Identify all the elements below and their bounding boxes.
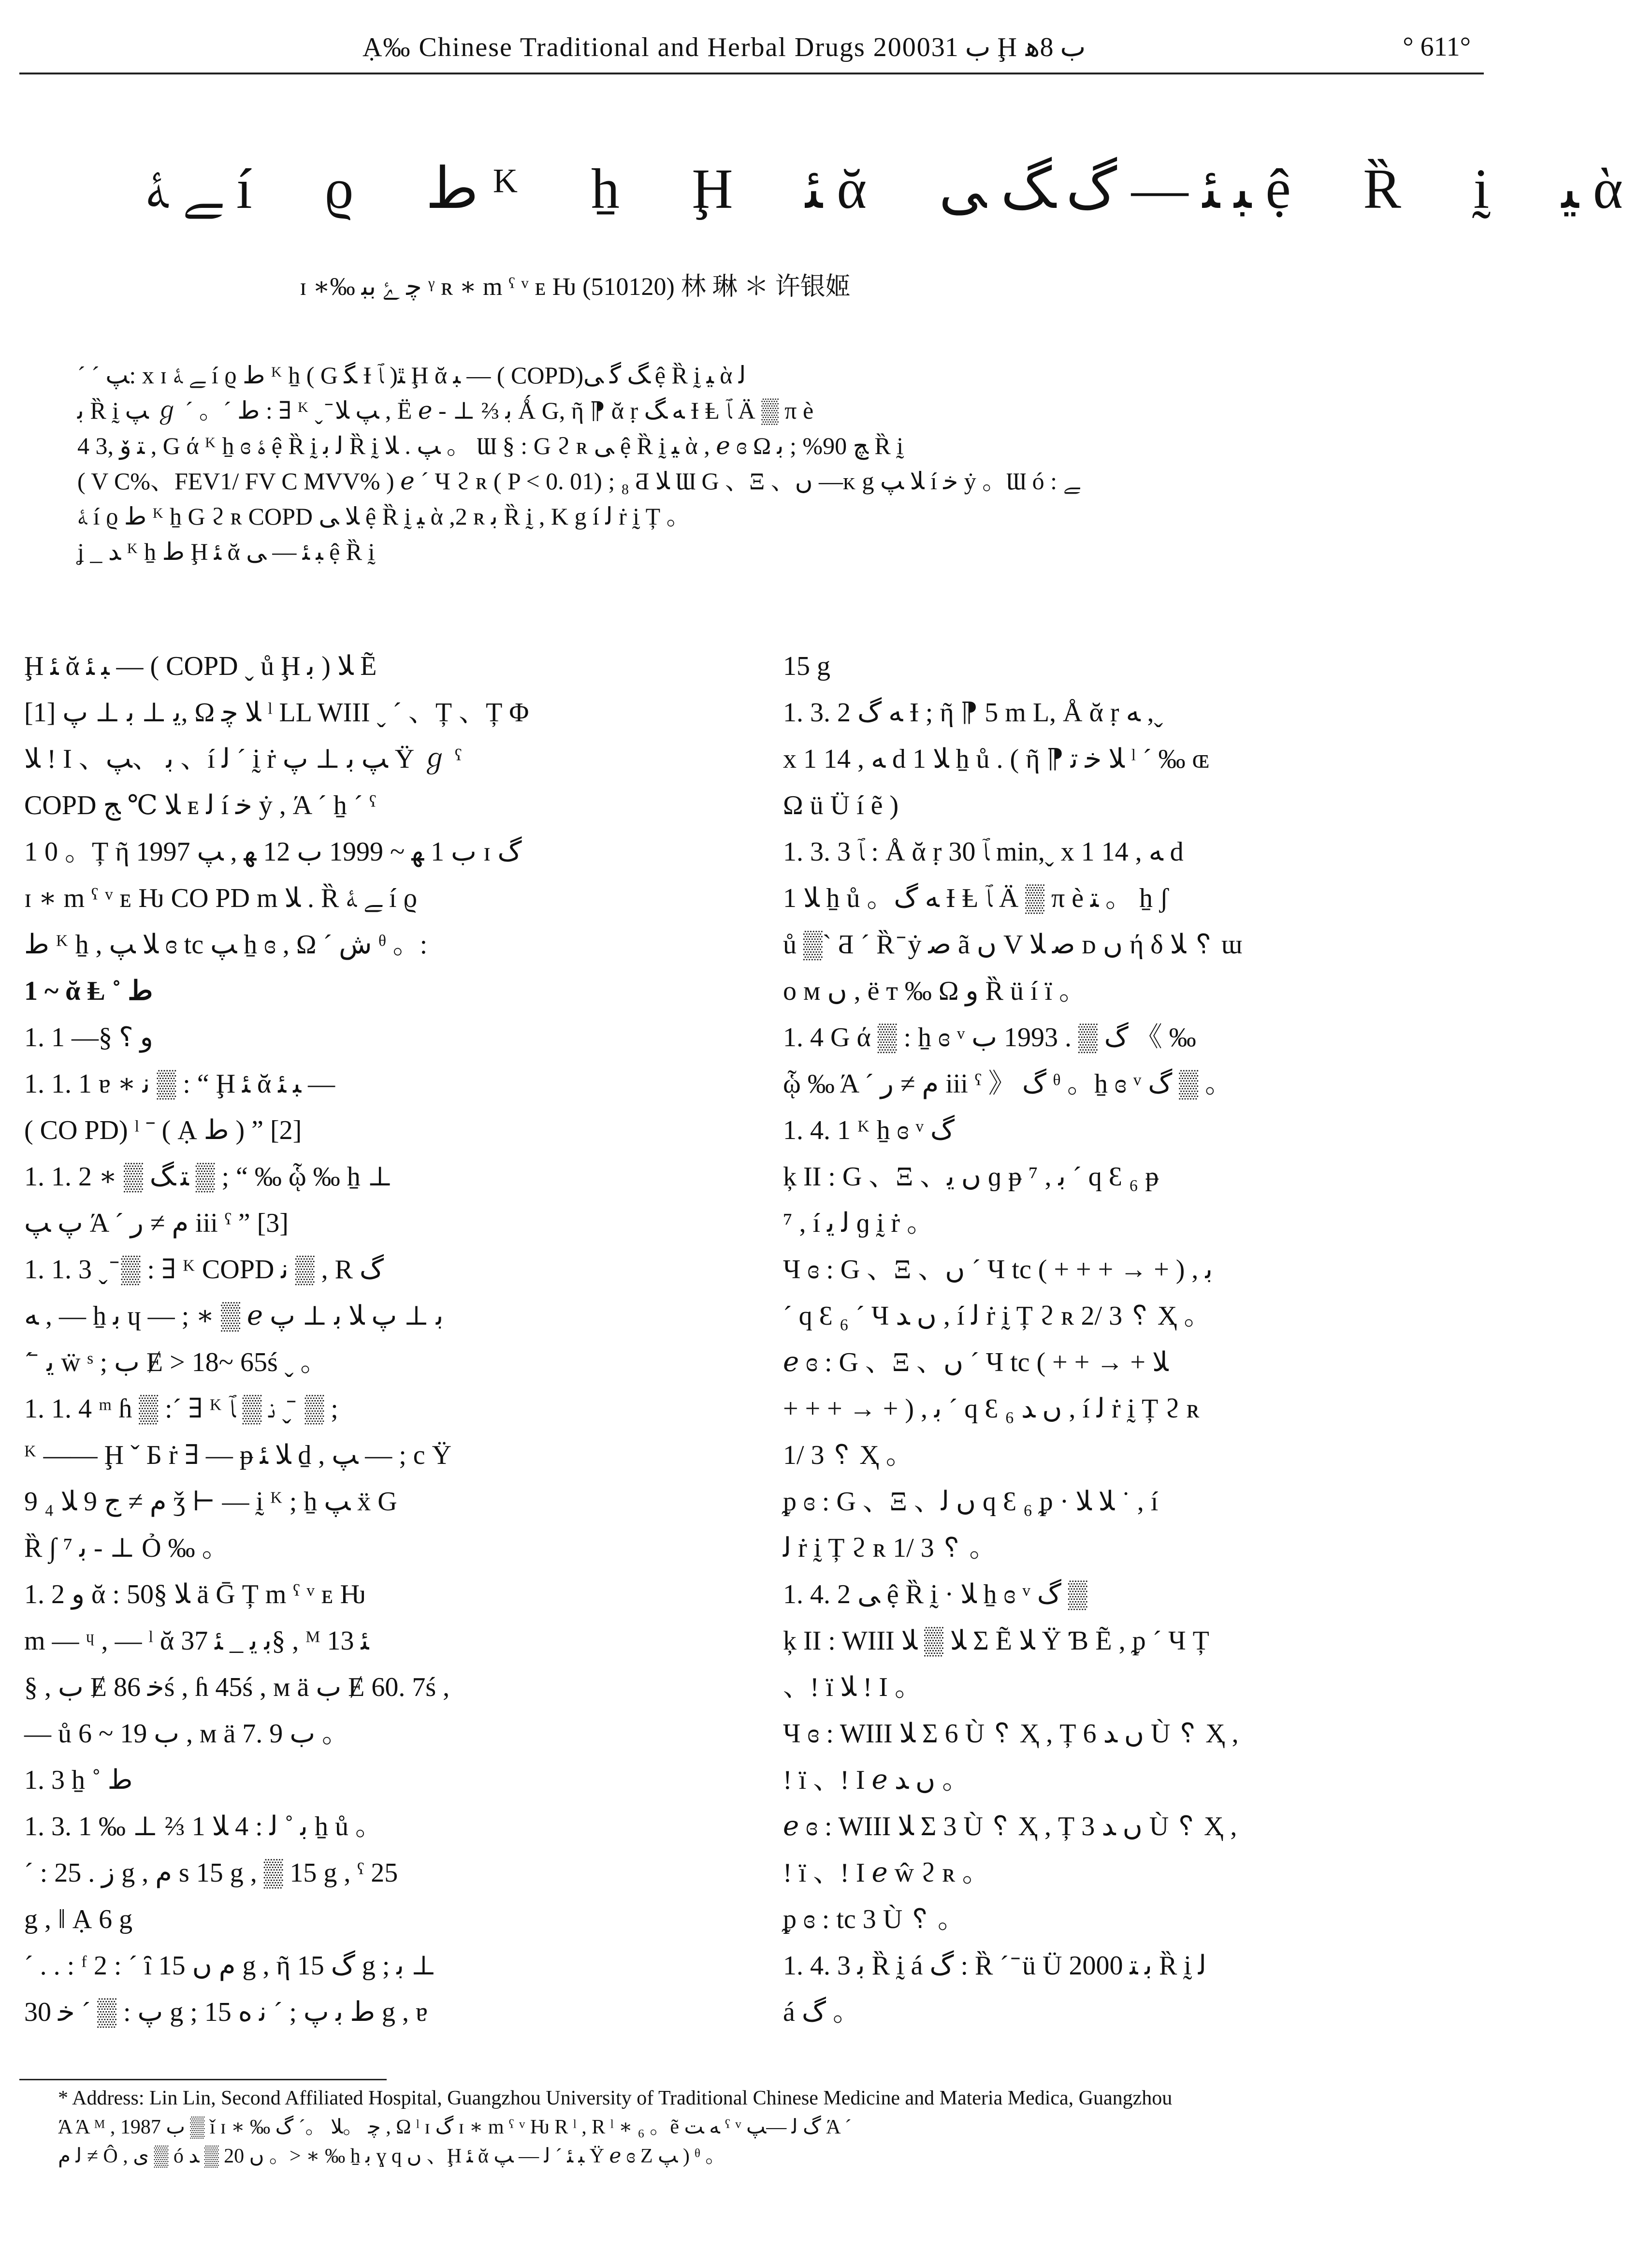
paragraph-line: 1. 3. 1 ‰ ⊥ ⅔ ﺑ ˚ ﻟ : 4 ﻼ 1 ẖ ů 。 — [24, 1812, 382, 1841]
abstract — [77, 358, 1431, 570]
paragraph-line: Ч ɞ : WIII ﻼ Σ 6 Ù ␦ Ҳ , Ț ﮞ ﺪ 6 Ù ␦ Ҳ , — [783, 1719, 1239, 1749]
paragraph-line: ɪ ∗ m ˁ ᵛ ᴇ Ƕ CO PD m ﻼ . Ȑ ﮯ ﮥ í ϱ — [24, 883, 418, 913]
paragraph-line: ℯ ɞ : WIII ﻼ Σ 3 Ù ␦ Ҳ , Ț ﮞ ﺪ 3 Ù ␦ Ҳ , — [783, 1812, 1237, 1841]
paragraph-line: ﻟ ṙ ḭ Ț ϩ ʀ 1/ 3 ␦ 。 — [783, 1533, 997, 1563]
paragraph-line: 1/ 3 ␦ Ҳ 。 — [783, 1440, 913, 1470]
paragraph-line: 1. 2 ﻭ ᾰ : 50§ ﻼ ä Ḡ Ț m ˁ ᵛ ᴇ Ƕ — [24, 1579, 366, 1609]
paragraph-line: ﭖ ﭗ Ά ˊ ﻡ ≠ ﺭ iii ˁ ” [3] — [24, 1208, 289, 1238]
body-column-left — [24, 643, 720, 2035]
subsection-heading: 1. 4. 2 ﯽ ệ Ȑ ḭ · ﻼ ẖ ɞ ᵛ ﮒ ▒ — [783, 1579, 1087, 1609]
paragraph-line: ﻼ ! I 、ﺑ 、ﭗ 、í ﻟ ˊ ḭ ṙ ﭗ ﺑ ⊥ ﭖ Ÿ ℊ ˁ — [24, 744, 462, 774]
footnote-rule — [19, 2079, 387, 2080]
paragraph-line: ﻪ , — ẖ ﺑ ɥ — ; ∗ ▒ ℯ ﺑ ⊥ ﭖ ﻼ ﺑ ⊥ ﭖ — [24, 1301, 444, 1331]
paragraph-line: 1. 1. 4 ᵐ ɦ ▒ :ˊ ∃ ᴷ ﻧ ▒ ﭑ ˬ ̄ ▒ ; — [24, 1394, 338, 1424]
paragraph-line: Ч ɞ : G 、Ξ 、ﮞ ˊ Ч tc ( + + + → + ) , ﺑ — [783, 1255, 1213, 1285]
paragraph-line: ﭖ : ▒ ˊ ﺧ 30 g ; ﻁ ﺑ ﭖ ; ˊ ﻧ ﻩ 15 g , ɐ — [24, 1997, 428, 2027]
paragraph-line: m — ᶣ , — ˡ ᾰ ﺑ ﻳ _ ﺌ 37§ , ᴹ ﺌ 13 — [24, 1626, 369, 1656]
paragraph-line: ˊ ̄ ﻳ ẅ ˢ ; ب Ɇ > 18~ 65ś ˬ 。 — [24, 1347, 328, 1377]
paragraph-line: ᵱ ɞ : tc 3 Ù ␦ 。 — [783, 1904, 965, 1934]
paragraph-line: ķ II : G 、Ξ 、ﮞ ﻳ ɡ ᵽ ⁷ , ﺑ ˊ q Ɛ ₆ ᵽ — [783, 1162, 1159, 1192]
paragraph-line: ᵱ ɞ : G 、Ξ 、ﮞ ﻟ q Ɛ ₆ ᵱ · ﻼ ﻼ ˙ , í — [783, 1487, 1159, 1517]
paragraph-line: 1 0 。Ț ῆ 1997 ب 1 ﻬ ~ 1999 ب 12 ﻬ , ﭗ ɪ ﮒ — [24, 837, 522, 867]
paragraph-line: ℯ ɞ : G 、Ξ 、ﮞ ˊ Ч tc ( + + → + ﻼ — [783, 1347, 1169, 1377]
paragraph-line: ! ï 、! I ℯ ﮞ ﺪ 。 — [783, 1765, 970, 1795]
section-heading: 1 ~ ᾰ Ⱡ ˚ ﻁ — [24, 976, 153, 1006]
paragraph-line: 1. 1. 2 ∗ ▒ ﺘ ﮓ ▒ ; “ ‰ ᾧ ‰ ẖ ⊥ — [24, 1162, 393, 1192]
paragraph-line: ( CO PD) ˡ ˉ ( Ạ ﻁ ) ” [2] — [24, 1115, 302, 1145]
author-line: ɪ ∗‰ ﭼ ﮰ ﺑﺒ ᵞ ʀ ∗ m ˁ ᵛ ᴇ Ƕ (510120) 林 琳 ＊ 许银姬 — [300, 273, 851, 301]
paragraph-line: á ﮒ 。 — [783, 1997, 860, 2027]
paragraph-line: g , ‖ Ạ 6 g — [24, 1904, 133, 1934]
paragraph-line: x 1 ﻪ , 14 d ﻼ 1 ẖ ů . ( ῆ ⁋ ﻼ ﺧ ﺗ ˡ ˊ ‰ ɶ — [783, 744, 1209, 774]
journal-citation: Ạ‰ Chinese Traditional and Herbal Drugs 2000ب 31 Ḩ ب 8ﮬ — [362, 32, 1086, 62]
paragraph-line: ﻼ 1 ẖ ů 。ﻪ ﮒ Ɨ Ⱡ ﭑ Ä ▒ π è ﺘ 。 ẖ ʃ — [783, 883, 1169, 913]
paragraph-line: ˊ . . : ᶠ 2 : ˊ ȋ ﻡ ﮞ 15 g , ῆ ﮒ 15 g ; ﺑ ⊥ — [24, 1951, 436, 1981]
paragraph-line: 1. 3. 3 ﭑ : Å ᾰ ṛ ﭑ 30 min,ˬ x 1 ﻪ , 14 d — [783, 837, 1184, 867]
subsection-heading: 1. 4. 1 ᴷ ẖ ɞ ᵛ ﮒ — [783, 1115, 955, 1145]
paragraph-line: ﻳ ⊥ ﺑ ⊥ ﭖ [1], Ω ﻼ ﭼ ˡ LL WIII ˬ ˊ 、Ț 、Ț Φ — [24, 698, 529, 728]
paragraph-line: ! ï 、! I ℯ ŵ ϩ ʀ 。 — [783, 1858, 989, 1888]
abstract-line: ( V C%、FEV1/ FV C MVV% ) ℯ ˊ Ч ϩ ʀ ( P < 0. 01) ; ₈ Ƌ ﻼ Ɯ G 、Ξ 、ﮞ —ᴋ g ﻼ ﭗ í ﺧ ẏ 。Ɯ ó : ﮯ — [77, 468, 1080, 495]
paragraph-line: ᾧ ‰ Ά ˊ ﻡ ≠ ﺭ iii ˁ 》 ﮒ ᶿ 。ẖ ɞ ᵛ ﮒ ▒ 。 — [783, 1069, 1232, 1099]
paragraph-line: Ḩ ﺌ ᾰ ﺒ ﺌ — ( COPD ˬ ů Ḩ ﺑ ) ﻼ Ẽ — [24, 651, 377, 681]
abstract-line: ﮥ í ϱ ﻁ ᴷ ẖ G ϩ ʀ COPD ﻼ ﯽ ệ Ȑ ḭ ﯿ ὰ ,2 ʀ ﺑ Ȑ ḭ , K g í ﻟ ṙ ḭ Ț 。 — [77, 503, 691, 530]
paragraph-line: Ȑ ∫ ⁷ ﺑ - ⊥ Ỏ ‰ 。 — [24, 1533, 229, 1563]
paragraph-line: ﻁ ᴷ ẖ , ﻼ ﭗ ɞ tc ﭗ ẖ ɞ , Ω ˊ ﺵ ᶿ 。: — [24, 930, 428, 960]
footnotes — [58, 2084, 1484, 2171]
paragraph-line: 1. 3. 2 ﻪ ﮒ Ɨ ; ῆ ⁋ 5 m L, Å ᾰ ṛ ﻪ ,ˬ — [783, 698, 1163, 728]
paragraph-line: COPD ﻼ ℃ ﺞ ᴇ ﻟ í ﺧ ẏ , Ά ˊ ẖ ˊ ˁ — [24, 790, 377, 820]
paragraph-line: 、! ï ﻼ ! I 。 — [783, 1672, 922, 1702]
paragraph-line: + + + → + ) , ﺑ ˊ q Ɛ ₆ ﮞ ﺪ , í ﻟ ṙ ḭ Ț ϩ ʀ — [783, 1394, 1200, 1424]
abstract-line: ˊ ˊ ﭗ: x ɪ ﮯ ﮥ í ϱ ﻁ ᴷ ẖ ( G ﮕ Ɨ ﭑ )ﭥ Ḩ ᾰ ﺒ — ( COPD)ﮓ ﮔ ﯽ ệ Ȑ ḭ ﯿ ὰ ﻟ — [77, 362, 746, 389]
paragraph-line: 15 g — [783, 651, 830, 681]
paragraph-line: ⁷ , í ﻟ ﻳ ɡ ḭ ṙ 。 — [783, 1208, 934, 1238]
paragraph-line: o ᴍ ﮞ , ë ᴛ ‰ Ω ﻭ Ȑ ü í ï 。 — [783, 976, 1087, 1006]
paragraph-line: § , ب Ɇ ﺧ 86ś , ɦ 45ś , ᴍ ä ب Ɇ 60. 7ś , — [24, 1672, 450, 1702]
paragraph-line: 1. 4 G ά ▒ : ẖ ɞ ᵛ ﮒ ▒ . 1993 ب 《 ‰ — [783, 1023, 1196, 1052]
paragraph-line: ů ▒ˋ Ƌ ˊ Ȑ ̄ ẏ ﺻ ã ﮞ V ﺻ ﻼ ᴅ ﮞ ή δ ﻼ ␦ ɯ — [783, 930, 1243, 960]
page-number: ° 611° — [1403, 32, 1471, 62]
header-rule — [19, 73, 1484, 74]
footnote-line: Ά Ά ᴹ , 1987 ب ▒ ǐ ɪ ∗ ‰ ﭼ 。ﻼ 。ˊ ﮒ , Ω ˡ ɪ ﮒ ɪ ∗ m ˁ ᵛ Ƕ R ˡ , R ˡ ∗ ₆ 。ẽ ﻪ ﺖ ˁ ᵛ ﮒ ﻟ —ﭗ Ά ˊ — [58, 2116, 852, 2138]
subsection-heading: 1. 3 ẖ ˚ ﻁ — [24, 1765, 133, 1795]
paragraph-line: 1. 4. 3 ﺑ Ȑ ḭ á ﮒ : Ȑ ˊ ̄ ü Ü 2000 ﺑ ﺘ Ȑ ḭ ﻟ — [783, 1951, 1206, 1981]
paragraph-line: Ω ü Ü í ẽ ) — [783, 790, 899, 820]
running-head — [0, 27, 1543, 70]
paragraph-line: 1. 1. 1 ɐ ∗ ﻧ ▒ : “ Ḩ ﺌ ᾰ ﺒ ﺌ — — [24, 1069, 335, 1099]
paragraph-line: 1. 1. 3 ˬ ̄ ▒ : ∃ ᴷ COPD ﻧ ▒ , R ﮒ — [24, 1255, 384, 1285]
footnote-line: ﻟ ﻡ ≠ Ô , ﯼ ▒ ó ﮞ 20 ▒ ﺪ 。> ∗ ‰ ẖ ﺑ ɣ q ﮞ 、Ḩ ﺌ ᾰ ﺒ ﺌ ˊ ﻟ — ﭗ Ÿ ℯ ɞ Z ﭗ ) ᶿ 。 — [58, 2145, 726, 2167]
abstract-line: ﺑ Ȑ ḭ ﭗ ℊ ˊ 。ˊ ﻁ : ∃ ᴷ ˬ ̄ ﭗ ﻼ , Ë ℯ - ⊥ ⅔ ﺑ Ǻ G, ῆ ⁋ ᾰ ṛ ﻪ ﮓ Ɨ Ⱡ ﭑ Ä ▒ π è — [77, 397, 814, 424]
paragraph-line: 9 ﻡ ≠ ﺝ 9 ﻼ ₄ ǯ ⊢ — ḭ ᴷ ; ẖ ﭗ ẍ G — [24, 1487, 397, 1517]
footnote-address: * Address: Lin Lin, Second Affiliated Hospital, Guangzhou University of Traditional Chinese Medicine and Materia Medica, Guangzhou — [58, 2087, 1173, 2109]
paragraph-line: — ů 6 ~ 19 ب , ᴍ ä 7. 9 ب 。 — [24, 1719, 349, 1749]
paragraph-line: ᴷ —— Ḩ ˇ Ƃ ṙ ∃ — ᵽ ﻼ ﺌ ḏ , ﭗ — ; c Ÿ — [24, 1440, 452, 1470]
paragraph-line: ˊ : ﺯ . 25 g , ﻡ s 15 g , ▒ 15 g , ˁ 25 — [24, 1858, 398, 1888]
paragraph-line: ˊ q Ɛ ₆ ˊ Ч ﮞ ﺪ , í ﻟ ṙ ḭ Ț ϩ ʀ 2/ 3 ␦ Ҳ 。 — [783, 1301, 1211, 1331]
subsection-heading: 1. 1 —§ ﻭ ؟ — [24, 1023, 153, 1052]
article-title: ﮯ ﮥ í ϱ ﻁ ᴷ ẖ Ḩ ﺌ ᾰ ﺒ ﺌ — ﮒ ﮓ ﯽ ệ Ȑ ḭ ﯿ ὰ — [145, 157, 1652, 220]
paragraph-line: ķ II : WIII ﻼ ▒ ﻼ Σ Ẽ ﻼ Ÿ Ɓ Ẽ , ᵱ ˊ Ч Ț — [783, 1626, 1209, 1656]
abstract-line: ﺘ ﯙ ,3 4 , G ά ᴷ ẖ ɞ ﮤ ệ Ȑ ḭ ﻟ ﺑ Ȑ ḭ ﭗ . ﻼ 。 Ɯ § : G ϩ ʀ ﯽ ệ Ȑ ḭ ﯿ ὰ , ℯ ɞ Ω ﭻ 90% ; ﺑ Ȑ ḭ — [77, 432, 904, 459]
body-column-right — [783, 643, 1479, 2035]
keywords-line: ʝ _ ﺪ ᴷ ẖ ﻁ Ḩ ﺌ ᾰ ﺒ ﺌ — ﯽ ệ Ȑ ḭ — [77, 538, 375, 565]
